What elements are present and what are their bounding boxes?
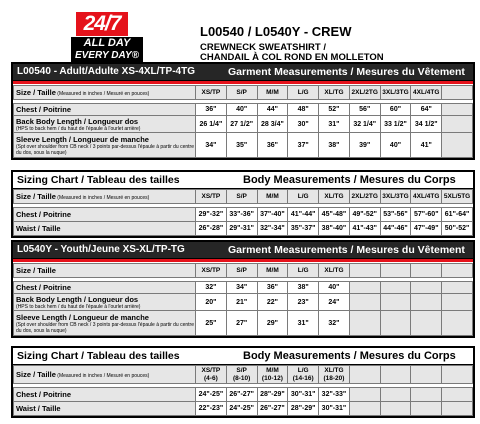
measurement-label-cell <box>14 311 196 336</box>
size-note: (Measured in inches / Mesuré en pouces) <box>55 373 150 379</box>
measurement-value: 24"-25" <box>196 388 227 402</box>
measurement-value: 52" <box>319 104 350 116</box>
measurement-value: 40" <box>226 104 257 116</box>
measurement-value: 37" <box>288 133 319 158</box>
empty-cell <box>380 311 411 336</box>
size-header: L/G <box>288 190 319 204</box>
adult-garment-section <box>11 62 475 160</box>
measurement-row <box>14 133 473 158</box>
measurement-value: 41"-44" <box>288 208 319 222</box>
measurement-value: 33"-36" <box>226 208 257 222</box>
measurement-label: Chest / Poitrine <box>16 210 72 219</box>
size-range: (14-16) <box>292 374 314 382</box>
measurement-value: 22"-23" <box>196 402 227 416</box>
empty-cell <box>349 282 380 294</box>
measurement-value: 32"-34" <box>257 222 288 236</box>
empty-cell <box>442 282 473 294</box>
size-range: (8-10) <box>232 374 251 382</box>
size-header: XL/TG <box>319 264 350 278</box>
youth-garment-section <box>11 240 475 338</box>
measurement-value: 50"-52" <box>442 222 473 236</box>
measurement-value: 22" <box>257 294 288 311</box>
size-code: XL/TG <box>324 366 344 374</box>
section-subtitle: Body Measurements / Mesures du Corps <box>243 174 456 186</box>
size-header: 4XL/4TG <box>411 86 442 100</box>
section-title: Sizing Chart / Tableau des tailles <box>17 350 180 362</box>
measurement-value: 64" <box>411 104 442 116</box>
measurement-value: 27" <box>226 311 257 336</box>
section-subtitle: Body Measurements / Mesures du Corps <box>243 350 456 362</box>
brand-logo <box>71 12 143 64</box>
product-subtitle-fr: CHANDAIL À COL ROND EN MOLLETON <box>200 52 384 63</box>
empty-cell <box>380 282 411 294</box>
measurement-label-cell <box>14 222 196 236</box>
size-header: 5XL/5TG <box>442 190 473 204</box>
measurement-value: 36" <box>257 133 288 158</box>
measurement-value: 56" <box>349 104 380 116</box>
measurement-value: 28"-29" <box>257 388 288 402</box>
measurement-value: 26"-27" <box>226 388 257 402</box>
measurement-row <box>14 402 473 416</box>
measurement-value: 24"-25" <box>226 402 257 416</box>
measurement-value: 48" <box>288 104 319 116</box>
measurement-label-cell <box>14 402 196 416</box>
product-subtitle-en: CREWNECK SWEATSHIRT / <box>200 42 326 53</box>
measurement-value: 33 1/2" <box>380 116 411 133</box>
red-divider <box>13 81 473 84</box>
section-header <box>13 242 473 259</box>
empty-cell <box>442 311 473 336</box>
measurement-value: 29" <box>257 311 288 336</box>
measurement-value: 29"-31" <box>226 222 257 236</box>
measurement-value: 29"-32" <box>196 208 227 222</box>
measurement-value: 32 1/4" <box>349 116 380 133</box>
section-header <box>13 172 473 189</box>
size-range: (10-12) <box>261 374 283 382</box>
size-label: Size / Taille <box>16 192 56 201</box>
measurement-value: 31" <box>288 311 319 336</box>
logo-line-2: EVERY DAY® <box>71 50 143 62</box>
empty-cell <box>349 264 380 278</box>
measurement-value: 23" <box>288 294 319 311</box>
size-label-cell <box>14 366 196 384</box>
empty-cell <box>380 366 411 384</box>
size-label: Size / Taille <box>16 88 56 97</box>
youth-body-section <box>11 346 475 418</box>
measurement-value: 32" <box>319 311 350 336</box>
size-header: M/M <box>257 264 288 278</box>
size-row <box>14 366 473 384</box>
empty-cell <box>442 104 473 116</box>
empty-cell <box>442 294 473 311</box>
measurement-value: 41"-43" <box>349 222 380 236</box>
adult-garment-table <box>13 85 473 158</box>
measurement-row <box>14 311 473 336</box>
logo-line-1: ALL DAY <box>71 37 143 50</box>
measurement-value: 38"-40" <box>319 222 350 236</box>
measurement-value: 27 1/2" <box>226 116 257 133</box>
empty-cell <box>411 294 442 311</box>
measurement-note: (HPS to back hem / du haut de l'épaule à l'ourlet arrière) <box>16 125 141 132</box>
size-header <box>226 366 257 384</box>
size-header: L/G <box>288 264 319 278</box>
measurement-value: 40" <box>319 282 350 294</box>
measurement-value: 21" <box>226 294 257 311</box>
measurement-value: 34" <box>226 282 257 294</box>
adult-body-table <box>13 189 473 236</box>
measurement-value: 60" <box>380 104 411 116</box>
measurement-value: 34" <box>196 133 227 158</box>
empty-cell <box>380 388 411 402</box>
youth-body-table <box>13 365 473 416</box>
measurement-value: 38" <box>319 133 350 158</box>
measurement-value: 35"-37" <box>288 222 319 236</box>
measurement-row <box>14 208 473 222</box>
measurement-label-cell <box>14 133 196 158</box>
size-header: 3XL/3TG <box>380 86 411 100</box>
measurement-row <box>14 222 473 236</box>
logo-mark: 24/7 <box>76 12 128 36</box>
measurement-label: Back Body Length / Longueur dos <box>16 116 139 126</box>
empty-cell <box>442 133 473 158</box>
empty-cell <box>349 294 380 311</box>
size-note: (Measured in inches / Mesuré en pouces) <box>55 195 150 201</box>
size-header: XS/TP <box>196 86 227 100</box>
measurement-value: 30"-31" <box>288 388 319 402</box>
size-note: (Measured in inches / Mesuré en pouces) <box>55 91 150 97</box>
measurement-value: 40" <box>380 133 411 158</box>
measurement-row <box>14 104 473 116</box>
measurement-value: 32" <box>196 282 227 294</box>
empty-cell <box>380 294 411 311</box>
size-label-cell <box>14 86 196 100</box>
measurement-label: Chest / Poitrine <box>16 390 72 399</box>
red-divider <box>13 259 473 262</box>
size-code: XS/TP <box>201 366 221 374</box>
size-label: Size / Taille <box>16 266 56 275</box>
measurement-value: 37"-40" <box>257 208 288 222</box>
empty-cell <box>380 402 411 416</box>
size-header: S/P <box>226 264 257 278</box>
empty-cell <box>442 366 473 384</box>
measurement-row <box>14 294 473 311</box>
measurement-value: 25" <box>196 311 227 336</box>
measurement-note: (Spt over shoulder from CB neck / 3 points par-dessus l'épaule à partir du centre du dos, sous la nuque) <box>16 321 194 334</box>
measurement-label: Chest / Poitrine <box>16 283 72 292</box>
measurement-label-cell <box>14 388 196 402</box>
empty-cell <box>349 388 380 402</box>
section-title: L0540Y - Youth/Jeune XS-XL/TP-TG <box>17 244 185 255</box>
measurement-value: 47"-49" <box>411 222 442 236</box>
measurement-value: 34 1/2" <box>411 116 442 133</box>
size-code: S/P <box>236 366 247 374</box>
section-header <box>13 348 473 365</box>
measurement-value: 26"-28" <box>196 222 227 236</box>
size-header <box>196 366 227 384</box>
size-header: 4XL/4TG <box>411 190 442 204</box>
measurement-label-cell <box>14 104 196 116</box>
size-header: XL/TG <box>319 86 350 100</box>
size-label-cell <box>14 190 196 204</box>
size-range: (4-6) <box>204 374 218 382</box>
size-row <box>14 264 473 278</box>
measurement-value: 28"-29" <box>288 402 319 416</box>
youth-garment-table <box>13 263 473 336</box>
size-header: XS/TP <box>196 264 227 278</box>
empty-cell <box>380 264 411 278</box>
size-header: XL/TG <box>319 190 350 204</box>
size-header <box>257 366 288 384</box>
measurement-label: Waist / Taille <box>16 404 61 413</box>
product-title: L00540 / L0540Y - CREW <box>200 24 352 39</box>
size-header: 3XL/3TG <box>380 190 411 204</box>
size-header <box>319 366 350 384</box>
measurement-value: 24" <box>319 294 350 311</box>
size-header: M/M <box>257 190 288 204</box>
size-label-cell <box>14 264 196 278</box>
measurement-label: Chest / Poitrine <box>16 105 72 114</box>
empty-cell <box>442 86 473 100</box>
measurement-label-cell <box>14 116 196 133</box>
section-title: Sizing Chart / Tableau des tailles <box>17 174 180 186</box>
measurement-value: 26 1/4" <box>196 116 227 133</box>
measurement-value: 61"-64" <box>442 208 473 222</box>
empty-cell <box>411 366 442 384</box>
empty-cell <box>349 366 380 384</box>
measurement-note: (Spt over shoulder from CB neck / 3 points par-dessus l'épaule à partir du centre du dos, sous la nuque) <box>16 143 194 156</box>
measurement-value: 30" <box>288 116 319 133</box>
empty-cell <box>411 264 442 278</box>
measurement-value: 57"-60" <box>411 208 442 222</box>
measurement-value: 36" <box>196 104 227 116</box>
adult-body-section <box>11 170 475 238</box>
measurement-value: 30"-31" <box>319 402 350 416</box>
size-row <box>14 86 473 100</box>
size-label: Size / Taille <box>16 370 56 379</box>
measurement-value: 32"-33" <box>319 388 350 402</box>
measurement-row <box>14 116 473 133</box>
measurement-value: 31" <box>319 116 350 133</box>
measurement-label-cell <box>14 294 196 311</box>
measurement-value: 53"-56" <box>380 208 411 222</box>
size-header: XS/TP <box>196 190 227 204</box>
measurement-value: 44"-46" <box>380 222 411 236</box>
empty-cell <box>349 402 380 416</box>
size-header: 2XL/2TG <box>349 86 380 100</box>
measurement-row <box>14 282 473 294</box>
size-header: L/G <box>288 86 319 100</box>
empty-cell <box>442 402 473 416</box>
measurement-value: 41" <box>411 133 442 158</box>
section-subtitle: Garment Measurements / Mesures du Vêtement <box>228 66 465 78</box>
measurement-note: (HPS to back hem / du haut de l'épaule à l'ourlet arrière) <box>16 303 141 310</box>
measurement-value: 39" <box>349 133 380 158</box>
section-subtitle: Garment Measurements / Mesures du Vêtement <box>228 244 465 256</box>
size-header <box>288 366 319 384</box>
size-header: S/P <box>226 86 257 100</box>
empty-cell <box>411 402 442 416</box>
empty-cell <box>349 311 380 336</box>
measurement-row <box>14 388 473 402</box>
empty-cell <box>411 311 442 336</box>
measurement-value: 45"-48" <box>319 208 350 222</box>
size-range: (18-20) <box>323 374 345 382</box>
size-code: M/M <box>266 366 279 374</box>
size-header: S/P <box>226 190 257 204</box>
measurement-value: 26"-27" <box>257 402 288 416</box>
measurement-value: 38" <box>288 282 319 294</box>
size-header: M/M <box>257 86 288 100</box>
empty-cell <box>442 264 473 278</box>
measurement-value: 36" <box>257 282 288 294</box>
measurement-value: 35" <box>226 133 257 158</box>
measurement-value: 49"-52" <box>349 208 380 222</box>
section-header <box>13 64 473 81</box>
empty-cell <box>411 388 442 402</box>
empty-cell <box>442 116 473 133</box>
size-code: L/G <box>297 366 309 374</box>
measurement-label: Back Body Length / Longueur dos <box>16 294 139 304</box>
measurement-label-cell <box>14 208 196 222</box>
measurement-value: 20" <box>196 294 227 311</box>
empty-cell <box>411 282 442 294</box>
measurement-value: 28 3/4" <box>257 116 288 133</box>
measurement-label-cell <box>14 282 196 294</box>
measurement-label: Sleeve Length / Longueur de manche <box>16 312 149 322</box>
measurement-value: 44" <box>257 104 288 116</box>
size-header: 2XL/2TG <box>349 190 380 204</box>
measurement-label: Waist / Taille <box>16 224 61 233</box>
empty-cell <box>442 388 473 402</box>
section-title: L00540 - Adult/Adulte XS-4XL/TP-4TG <box>17 66 195 77</box>
measurement-label: Sleeve Length / Longueur de manche <box>16 134 149 144</box>
size-row <box>14 190 473 204</box>
